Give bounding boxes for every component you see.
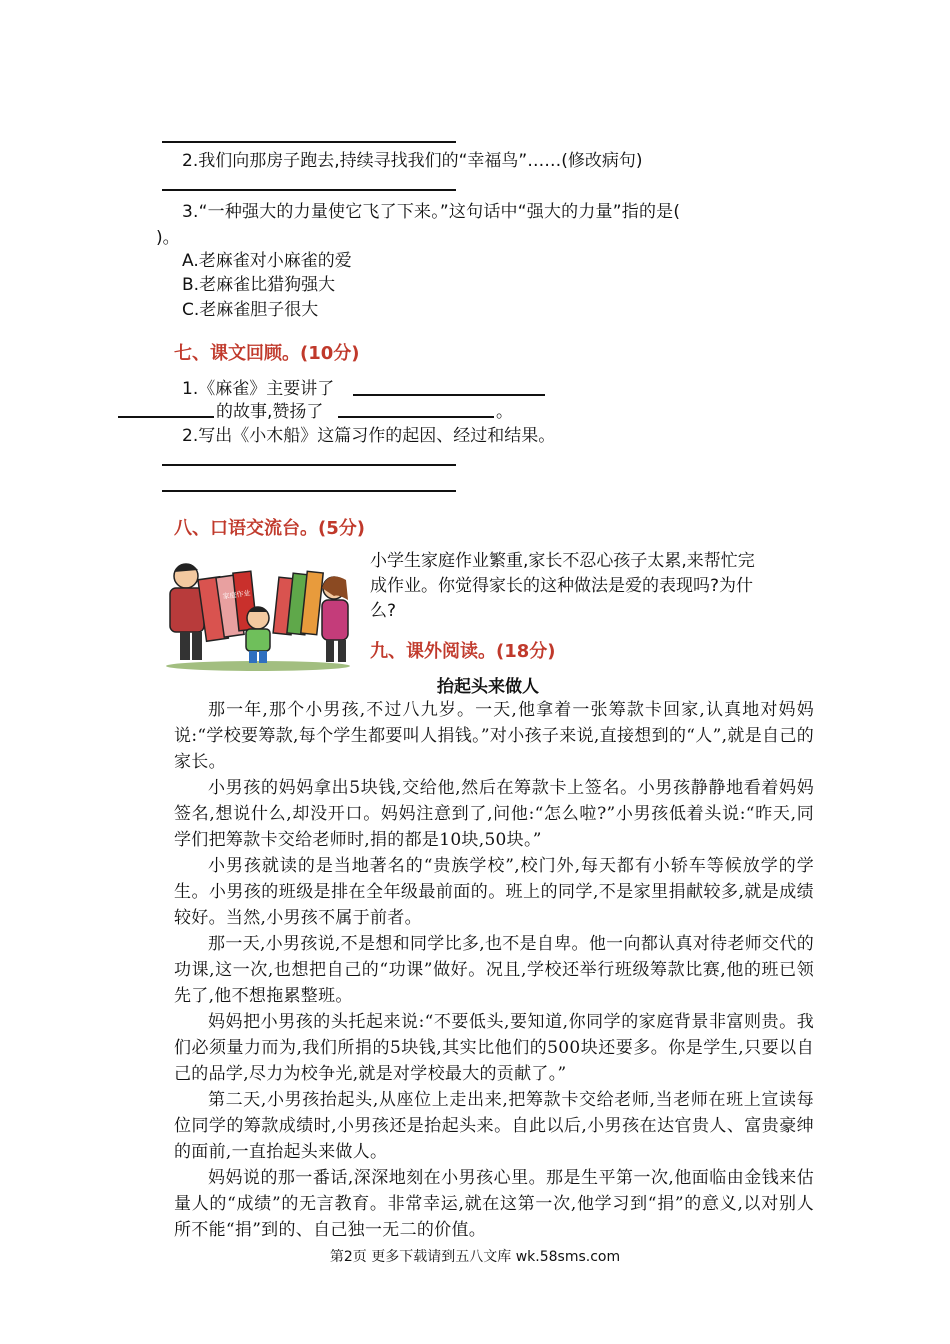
article-paragraph-7: 妈妈说的那一番话,深深地刻在小男孩心里。那是生平第一次,他面临由金钱来估量人的“成绩”的无言教育。非常幸运,就在这第一次,他学习到“捐”的意义,以对别人所不能“捐”到的、自己独一无二的价值。 bbox=[174, 1168, 814, 1240]
section-9-heading: 九、课外阅读。(18分) bbox=[370, 641, 556, 662]
review-question-1-end: 。 bbox=[496, 402, 513, 422]
article-paragraph-2: 小男孩的妈妈拿出5块钱,交给他,然后在筹款卡上签名。小男孩静静地看着妈妈签名,想说什么,却没开口。妈妈注意到了,问他:“怎么啦?”小男孩低着头说:“昨天,同学们把筹款卡交给老师时,捐的都是10块,50块。” bbox=[174, 778, 814, 850]
option-b: B.老麻雀比猎狗强大 bbox=[182, 275, 336, 295]
answer-line[interactable] bbox=[338, 416, 494, 418]
page-footer: 第2页 更多下载请到五八文库 wk.58sms.com bbox=[329, 1249, 621, 1265]
answer-line[interactable] bbox=[118, 416, 214, 418]
question-3-text-end: )。 bbox=[156, 228, 180, 248]
oral-prompt-line: 么? bbox=[370, 601, 397, 621]
article-paragraph-5: 妈妈把小男孩的头托起来说:“不要低头,要知道,你同学的家庭背景非富则贵。我们必须量力而为,我们所捐的5块钱,其实比他们的500块还要多。你是学生,只要以自己的品学,尽力为校争光,就是对学校最大的贡献了。” bbox=[174, 1012, 814, 1084]
section-7-heading: 七、课文回顾。(10分) bbox=[174, 343, 360, 364]
section-8-heading: 八、口语交流台。(5分) bbox=[174, 518, 365, 539]
review-question-1: 1.《麻雀》主要讲了 bbox=[182, 379, 335, 399]
homework-illustration bbox=[158, 548, 358, 672]
answer-line[interactable] bbox=[162, 189, 456, 191]
article-paragraph-3: 小男孩就读的是当地著名的“贵族学校”,校门外,每天都有小轿车等候放学的学生。小男孩的班级是排在全年级最前面的。班上的同学,不是家里捐献较多,就是成绩较好。当然,小男孩不属于前者。 bbox=[174, 856, 814, 928]
article-paragraph-1: 那一年,那个小男孩,不过八九岁。一天,他拿着一张筹款卡回家,认真地对妈妈说:“学校要筹款,每个学生都要叫人捐钱。”对小孩子来说,直接想到的“人”,就是自己的家长。 bbox=[174, 700, 814, 772]
oral-prompt-line: 成作业。你觉得家长的这种做法是爱的表现吗?为什 bbox=[370, 576, 754, 596]
review-question-2: 2.写出《小木船》这篇习作的起因、经过和结果。 bbox=[182, 426, 556, 446]
article-paragraph-4: 那一天,小男孩说,不是想和同学比多,也不是自卑。他一向都认真对待老师交代的功课,这一次,也想把自己的“功课”做好。况且,学校还举行班级筹款比赛,他的班已领先了,他不想拖累整班。 bbox=[174, 934, 814, 1006]
article-title: 抬起头来做人 bbox=[437, 677, 539, 697]
question-3-text: 3.“一种强大的力量使它飞了下来。”这句话中“强大的力量”指的是( bbox=[182, 202, 681, 222]
option-a: A.老麻雀对小麻雀的爱 bbox=[182, 251, 352, 271]
option-c: C.老麻雀胆子很大 bbox=[182, 300, 319, 320]
answer-line[interactable] bbox=[353, 394, 545, 396]
oral-prompt bbox=[370, 549, 810, 624]
answer-line[interactable] bbox=[162, 464, 456, 466]
oral-prompt-line: 小学生家庭作业繁重,家长不忍心孩子太累,来帮忙完 bbox=[370, 551, 755, 571]
answer-line[interactable] bbox=[162, 490, 456, 492]
question-2-text: 2.我们向那房子跑去,持续寻找我们的“幸福鸟”……(修改病句) bbox=[182, 151, 643, 171]
answer-line[interactable] bbox=[162, 141, 456, 143]
article-paragraph-6: 第二天,小男孩抬起头,从座位上走出来,把筹款卡交给老师,当老师在班上宣读每位同学的筹款成绩时,小男孩还是抬起头来。自此以后,小男孩在达官贵人、富贵豪绅的面前,一直抬起头来做人。 bbox=[174, 1090, 814, 1162]
book-label: 家庭作业 bbox=[222, 589, 251, 601]
review-question-1-cont: 的故事,赞扬了 bbox=[216, 402, 324, 422]
